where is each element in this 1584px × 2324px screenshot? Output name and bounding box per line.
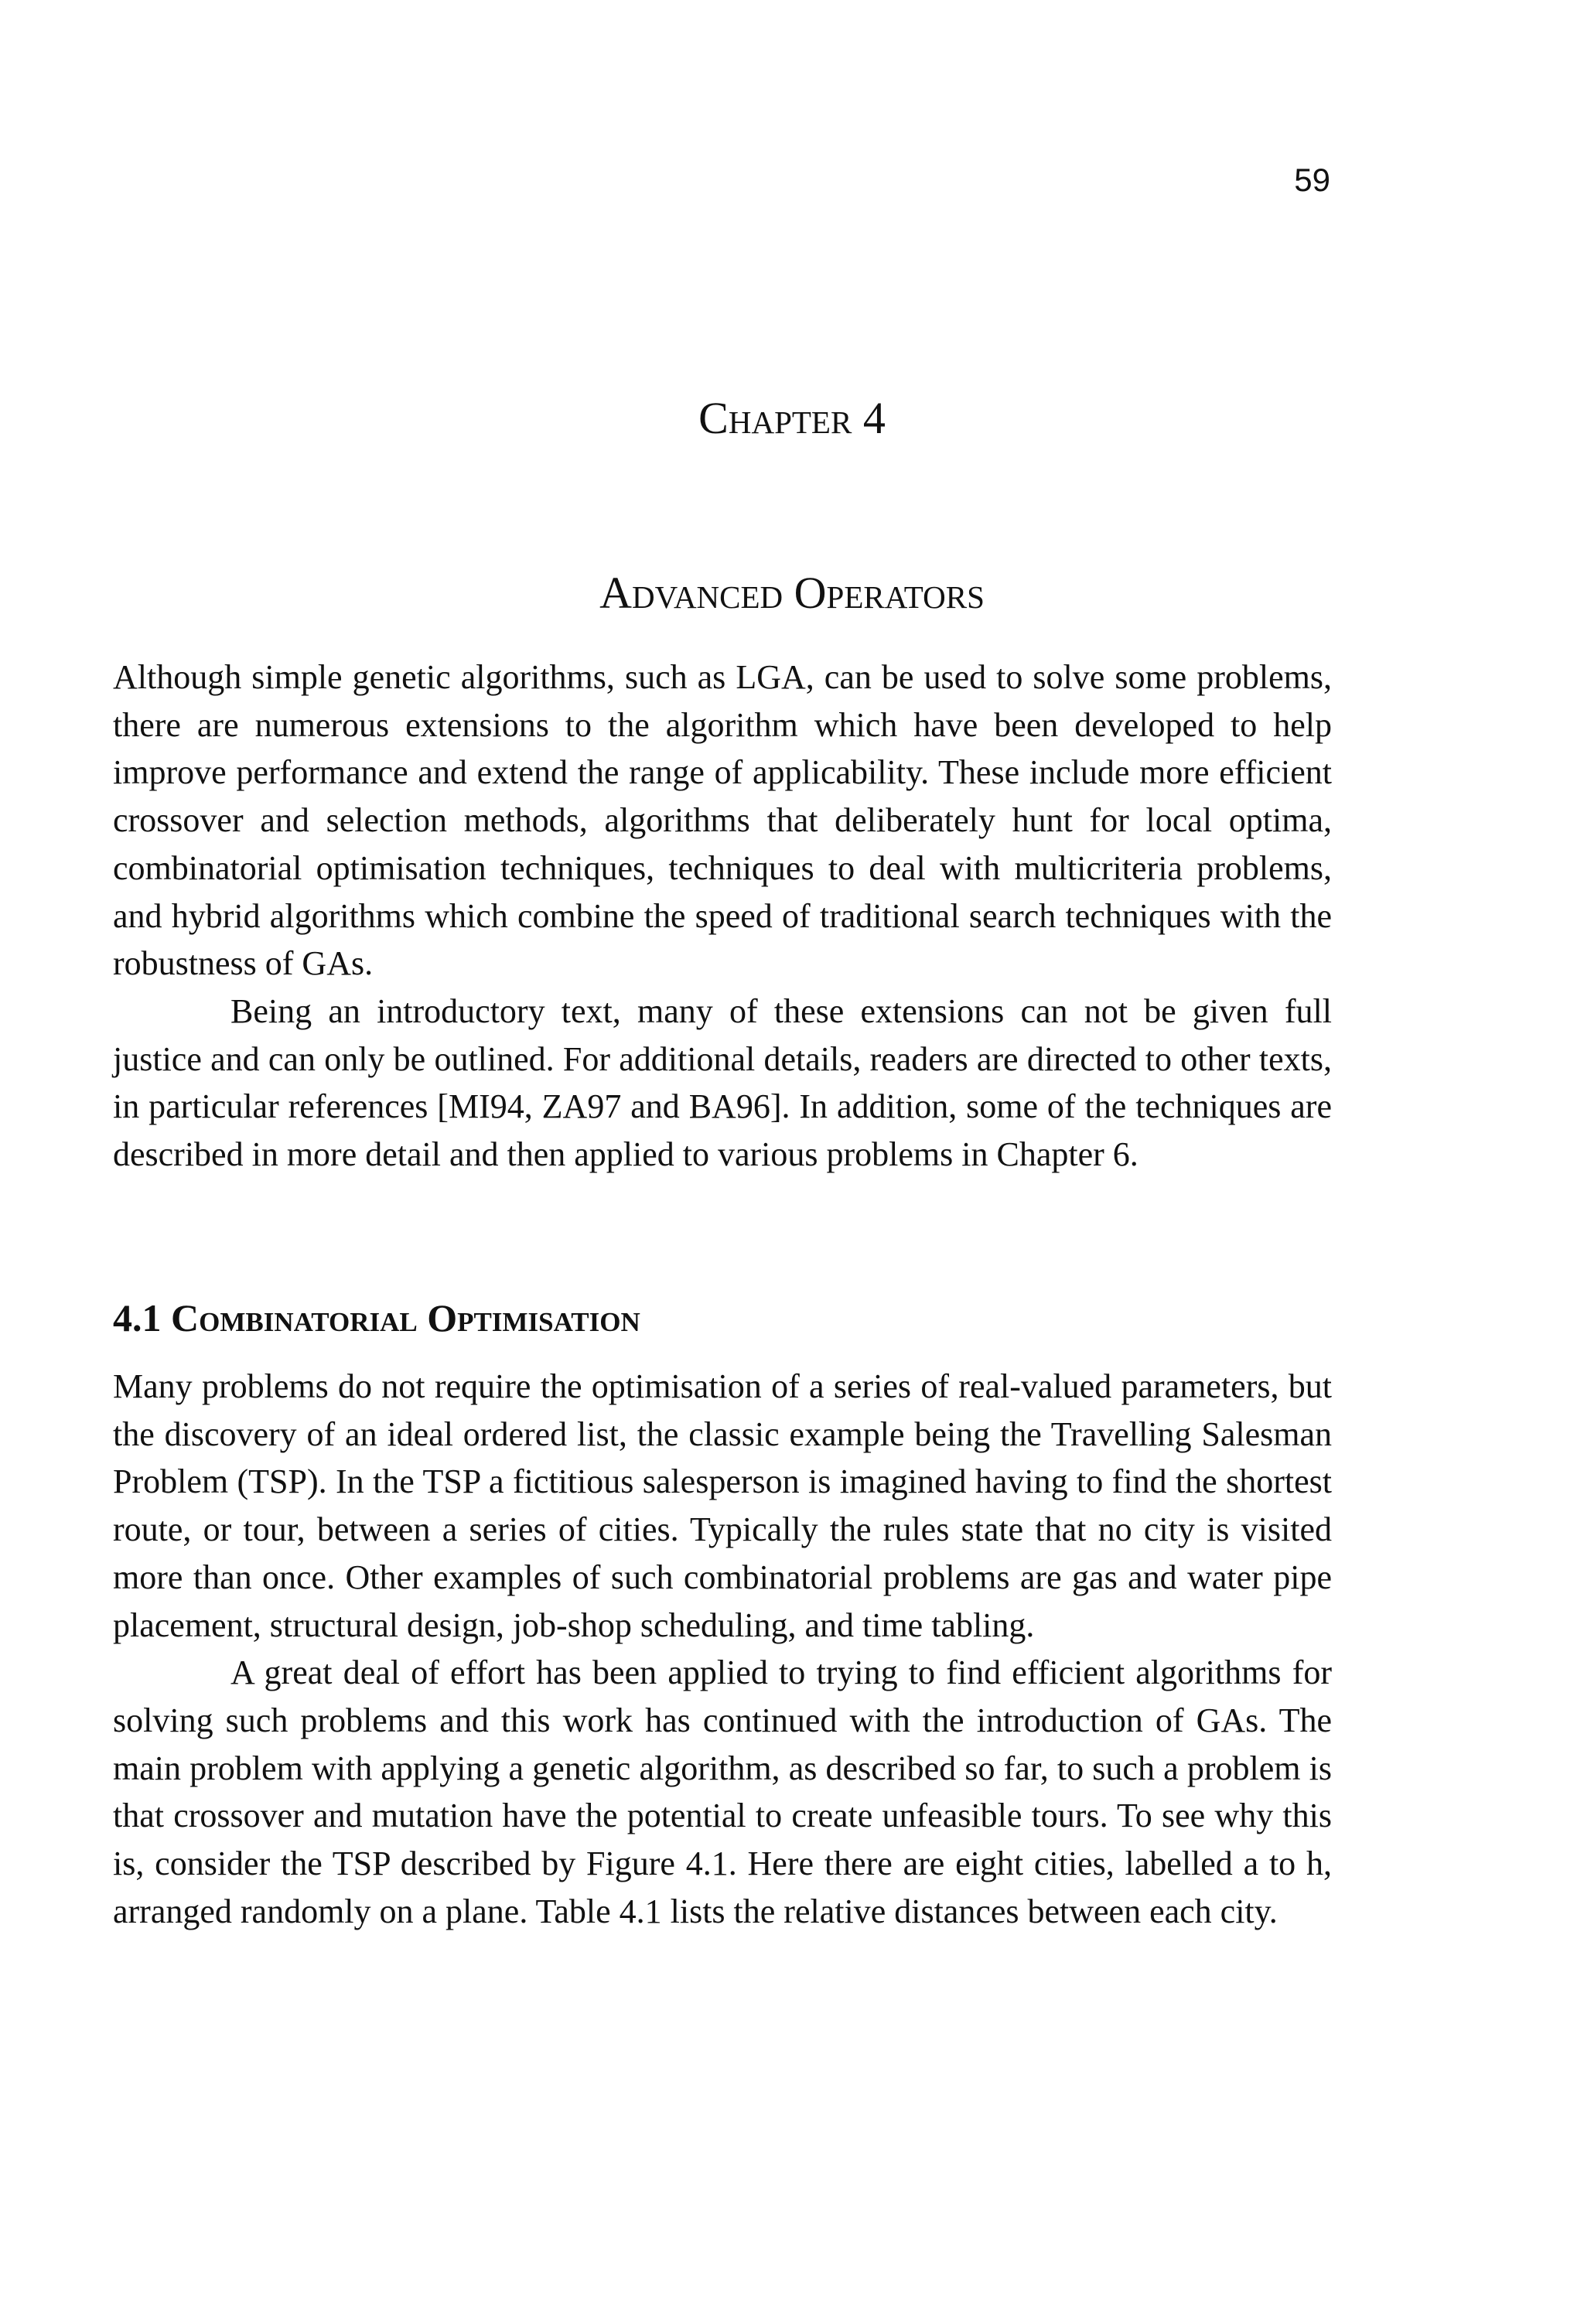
chapter-title: Advanced Operators	[599, 568, 985, 618]
paragraph: A great deal of effort has been applied to trying to find efficient algorithms for solving such problems and this work has continued with the introduction of GAs. The main problem with applying a genetic algorithm, as described so far, to such a problem is that crossover and mutation have the potential to create unfeasible tours. To see why this is, consider the TSP described by Figure 4.1. Here there are eight cities, labelled a to h, arranged randomly on a plane. Table 4.1 lists the relative distances between each city.	[113, 1653, 1332, 1930]
paragraph: Being an introductory text, many of these extensions can not be given full justice and can only be outlined. For additional details, readers are directed to other texts, in particular references [MI94, ZA97 and BA96]. In addition, some of the techniques are described in more detail and then applied to various problems in Chapter 6.	[113, 991, 1332, 1174]
section-heading: 4.1 Combinatorial Optimisation	[113, 1296, 640, 1339]
intro-text	[113, 654, 1332, 1179]
paragraph: Although simple genetic algorithms, such as LGA, can be used to solve some problems, there are numerous extensions to the algorithm which have been developed to help improve performance and extend the range of applicability. These include more efficient crossover and selection methods, algorithms that deliberately hunt for local optima, combinatorial optimisation techniques, techniques to deal with multicriteria problems, and hybrid algorithms which combine the speed of traditional search techniques with the robustness of GAs.	[113, 658, 1332, 983]
page-number: 59	[1294, 162, 1330, 198]
section-text	[113, 1363, 1332, 1935]
chapter-label: Chapter 4	[698, 393, 886, 443]
paragraph: Many problems do not require the optimisation of a series of real-valued parameters, but the discovery of an ideal ordered list, the classic example being the Travelling Salesman Problem (TSP). In the TSP a fictitious salesperson is imagined having to find the shortest route, or tour, between a series of cities. Typically the rules state that no city is visited more than once. Other examples of such combinatorial problems are gas and water pipe placement, structural design, job-shop scheduling, and time tabling.	[113, 1367, 1332, 1644]
